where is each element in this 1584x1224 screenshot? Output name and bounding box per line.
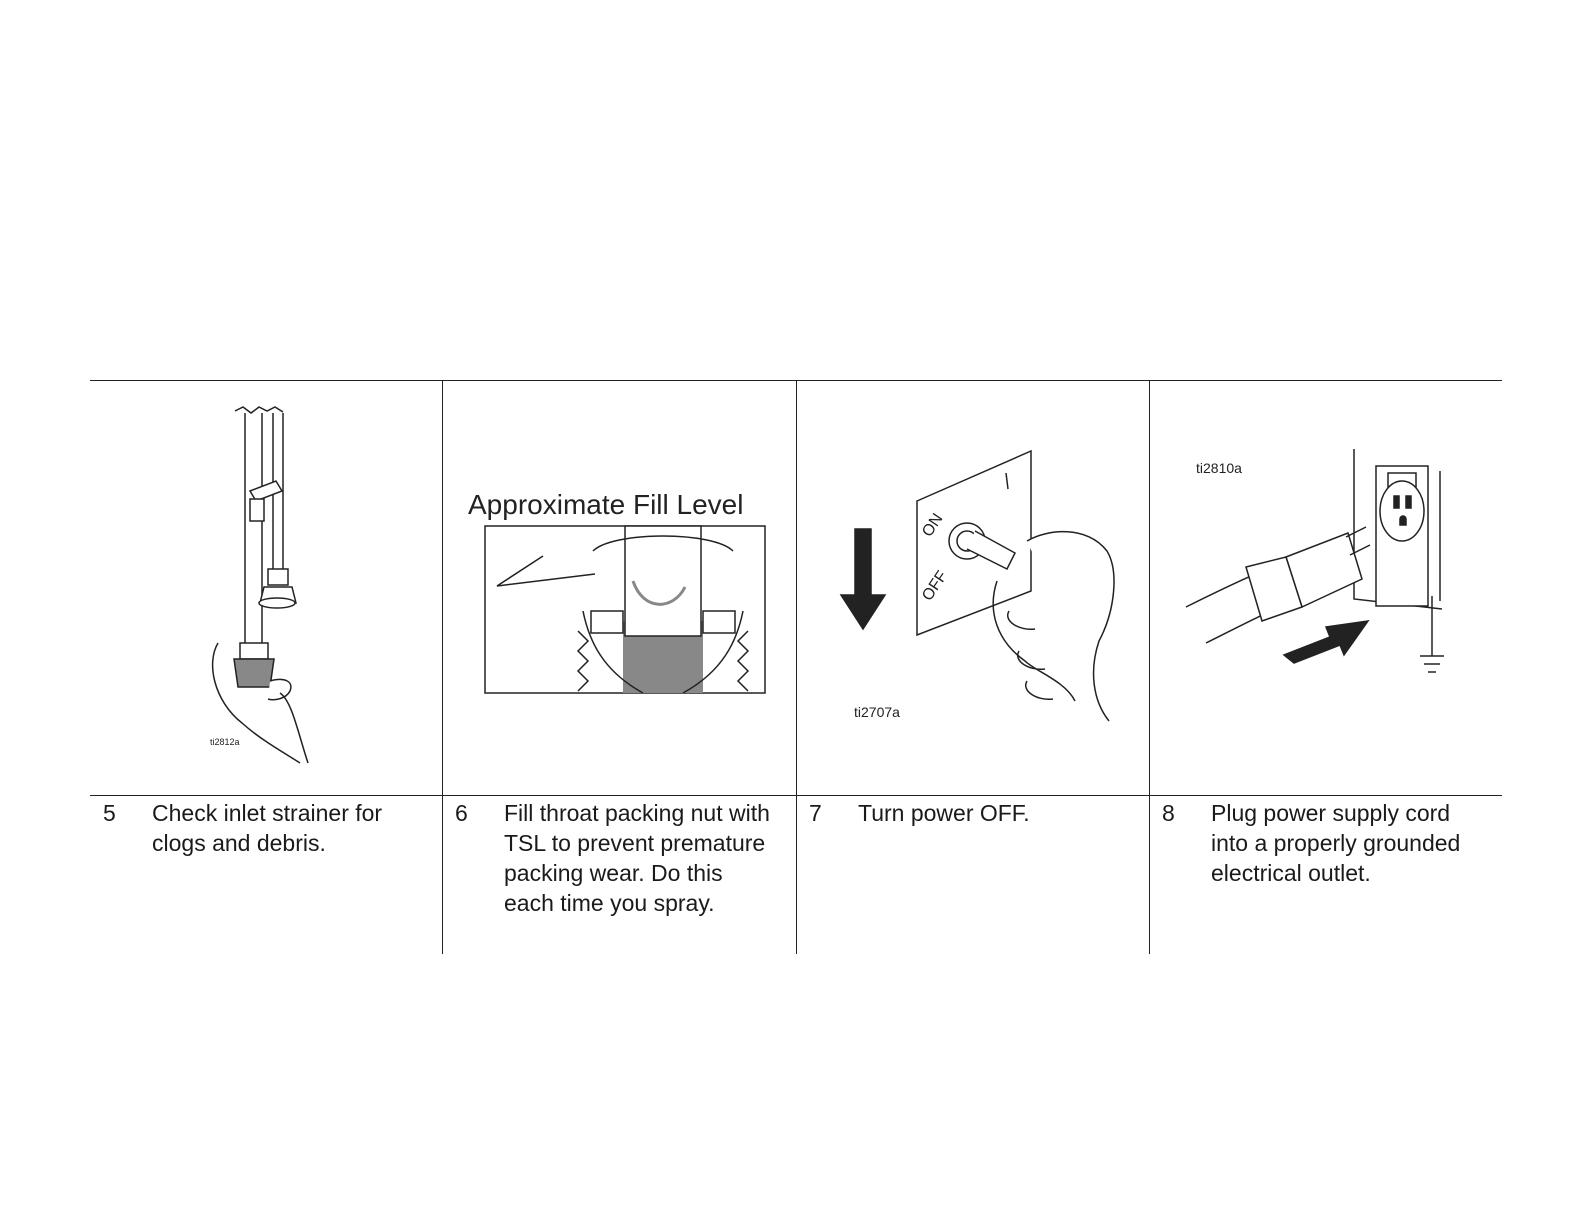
step-text: Check inlet strainer for clogs and debris.: [152, 800, 383, 856]
plug-outlet-illustration: [1150, 381, 1502, 795]
step-text: Turn power OFF.: [858, 800, 1030, 826]
step-8: [1149, 798, 1502, 954]
figure-id-label: ti2810a: [1196, 460, 1242, 476]
inlet-strainer-illustration: [90, 381, 442, 795]
step-5: [90, 798, 442, 954]
figure-id-label: ti2707a: [854, 704, 900, 720]
step-text: Plug power supply cord into a properly grounded electrical outlet.: [1211, 800, 1461, 886]
step-number: 5: [103, 800, 116, 826]
step-number: 7: [809, 800, 822, 826]
switch-off-label: OFF: [919, 568, 952, 605]
packing-nut-fill-illustration: [443, 381, 796, 795]
step-number: 6: [455, 800, 468, 826]
steps-table: [90, 380, 1502, 954]
step-number: 8: [1162, 800, 1175, 826]
switch-on-label: ON: [919, 510, 947, 541]
power-switch-illustration: [797, 381, 1149, 795]
figure-id-label: ti2812a: [210, 737, 240, 747]
step-7: [796, 798, 1149, 954]
approximate-fill-level-caption: Approximate Fill Level: [468, 489, 744, 520]
step-text: Fill throat packing nut with TSL to prevent premature packing wear. Do this each time you spray.: [504, 800, 770, 916]
step-6: [442, 798, 796, 954]
